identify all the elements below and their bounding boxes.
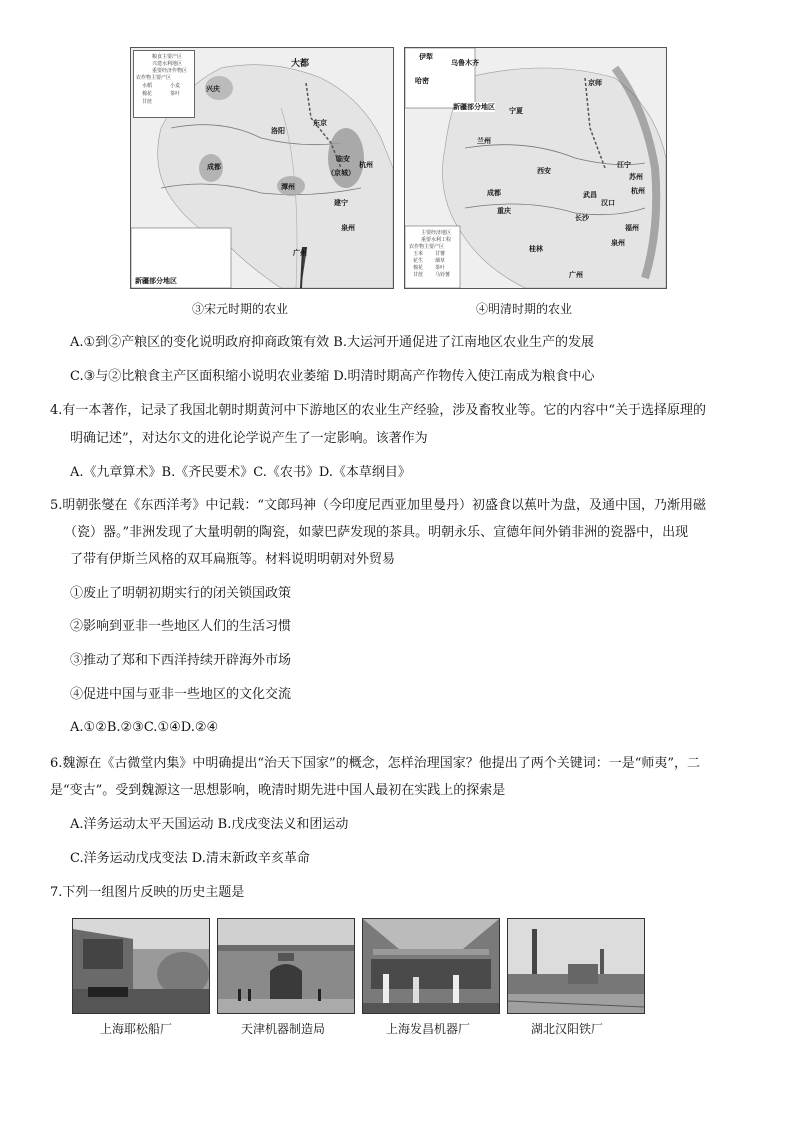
place-label: （京城）: [327, 169, 355, 177]
legend-item: 棉花: [142, 91, 153, 97]
legend-item: 茶叶: [170, 91, 181, 97]
map-song-yuan-caption: ③宋元时期的农业: [192, 302, 289, 316]
q5-statement: ④促进中国与亚非一些地区的文化交流: [70, 687, 292, 702]
place-label: 西安: [537, 167, 551, 175]
q6-options: C.洋务运动戊戌变法 D.清末新政辛亥革命: [70, 851, 310, 866]
q5-stem: 5.明朝张燮在《东西洋考》中记载：“文郎玛神（今印度尼西亚加里曼丹）初盛食以蕉叶为盘，及通中国，乃渐用磁: [50, 498, 707, 513]
map-ming-qing: [404, 47, 667, 289]
place-label: 苏州: [629, 173, 643, 181]
q4-stem: 4.有一本著作，记录了我国北朝时期黄河中下游地区的农业生产经验，涉及畜牧业等。它的内容中“关于选择原理的: [50, 403, 707, 418]
place-label: 洛阳: [271, 127, 285, 135]
place-label: 伊犁: [419, 53, 433, 61]
photo-shanghai-shipyard: [72, 918, 210, 1014]
legend-item: 茶叶: [435, 265, 446, 271]
place-label: 大都: [291, 59, 310, 69]
legend-item: 甘蔗: [413, 272, 424, 278]
q5-statement: ①废止了明朝初期实行的闭关锁国政策: [70, 586, 292, 601]
legend-item: 马铃薯: [435, 272, 451, 278]
place-label: 兴庆: [206, 85, 220, 93]
map-ming-qing-caption: ④明清时期的农业: [476, 302, 573, 316]
q3-option-ab: A.①到②产粮区的变化说明政府抑商政策有效 B.大运河开通促进了江南地区农业生产的发展: [70, 335, 594, 350]
legend-item: 小麦: [170, 83, 181, 89]
place-label: 兰州: [477, 137, 491, 145]
place-label: 建宁: [334, 199, 348, 207]
legend-item: 重要水利工程: [421, 237, 452, 243]
place-label: 成都: [207, 163, 221, 171]
place-label: 汉口: [601, 199, 615, 207]
photo-caption: 上海发昌机器厂: [386, 1022, 471, 1036]
place-label: 成都: [487, 189, 501, 197]
place-label: 武昌: [583, 191, 597, 199]
photo-caption: 上海耶松船厂: [100, 1022, 173, 1036]
q5-stem: （瓷）器。”非洲发现了大量明朝的陶瓷，如蒙巴萨发现的茶具。明朝永乐、宣德年间外销非洲的瓷器中，出现: [64, 525, 689, 540]
legend-item: 花生: [413, 258, 424, 264]
legend-item: 甘薯: [435, 251, 446, 257]
photo-caption: 天津机器制造局: [241, 1022, 326, 1036]
legend-item: 兴建水利地区: [152, 61, 183, 67]
legend-item: 甘蔗: [142, 99, 153, 105]
photo-tianjin-arsenal: [217, 918, 355, 1014]
q3-option-cd: C.③与②比粮食主产区面积缩小说明农业萎缩 D.明清时期高产作物传入使江南成为粮食中心: [70, 369, 595, 384]
legend-item: 棉花: [413, 265, 424, 271]
place-label: 杭州: [359, 161, 373, 169]
q5-statement: ②影响到亚非一些地区人们的生活习惯: [70, 619, 292, 634]
map-song-yuan: [130, 47, 394, 289]
place-label: 广州: [293, 249, 307, 257]
place-label: 乌鲁木齐: [451, 59, 479, 67]
place-label: 东京: [313, 119, 327, 127]
place-label: 桂林: [529, 245, 543, 253]
map-inset-label: 新疆部分地区: [453, 103, 495, 111]
place-label: 福州: [625, 224, 639, 232]
q6-stem: 是“变古”。受到魏源这一思想影响，晚清时期先进中国人最初在实践上的探索是: [50, 783, 506, 798]
place-label: 潭州: [281, 183, 295, 191]
q6-options: A.洋务运动太平天国运动 B.戊戌变法义和团运动: [70, 817, 349, 832]
place-label: 泉州: [611, 239, 625, 247]
legend-item: 主要经济地区: [421, 230, 452, 236]
legend-item: 玉米: [413, 251, 424, 257]
legend-item: 烟草: [435, 258, 446, 264]
q4-options: A.《九章算术》B.《齐民要术》C.《农书》D.《本草纲目》: [70, 465, 411, 480]
place-label: 宁夏: [509, 107, 523, 115]
q7-stem: 7.下列一组图片反映的历史主题是: [50, 885, 245, 900]
legend-item: 水稻: [142, 83, 153, 89]
place-label: 泉州: [341, 224, 355, 232]
photo-hanyang-ironworks: [507, 918, 645, 1014]
q6-stem: 6.魏源在《古微堂内集》中明确提出“治天下国家”的概念，怎样治理国家？他提出了两个关键词：一是“师夷”，二: [50, 756, 700, 771]
place-label: 哈密: [415, 77, 429, 85]
map-ming-qing-legend: [407, 228, 457, 284]
place-label: 长沙: [575, 214, 589, 222]
q5-stem: 了带有伊斯兰风格的双耳扁瓶等。材料说明明朝对外贸易: [70, 552, 396, 567]
map-inset-label: 新疆部分地区: [135, 277, 177, 285]
q4-stem: 明确记述”，对达尔文的进化论学说产生了一定影响。该著作为: [70, 431, 428, 446]
photo-shanghai-machine-works: [362, 918, 500, 1014]
map-song-yuan-legend: [133, 50, 195, 118]
q5-statement: ③推动了郑和下西洋持续开辟海外市场: [70, 653, 292, 668]
place-label: 临安: [336, 155, 350, 163]
legend-item: 重要经济作物区: [152, 68, 188, 74]
place-label: 广州: [569, 271, 583, 279]
legend-item: 农作物主要产区: [136, 75, 172, 81]
place-label: 杭州: [631, 187, 645, 195]
legend-item: 农作物主要产区: [409, 244, 445, 250]
legend-item: 粮食主要产区: [152, 54, 183, 60]
place-label: 江宁: [617, 161, 631, 169]
place-label: 重庆: [497, 207, 511, 215]
q5-options: A.①②B.②③C.①④D.②④: [70, 720, 219, 735]
place-label: 京师: [588, 79, 602, 87]
photo-caption: 湖北汉阳铁厂: [531, 1022, 604, 1036]
